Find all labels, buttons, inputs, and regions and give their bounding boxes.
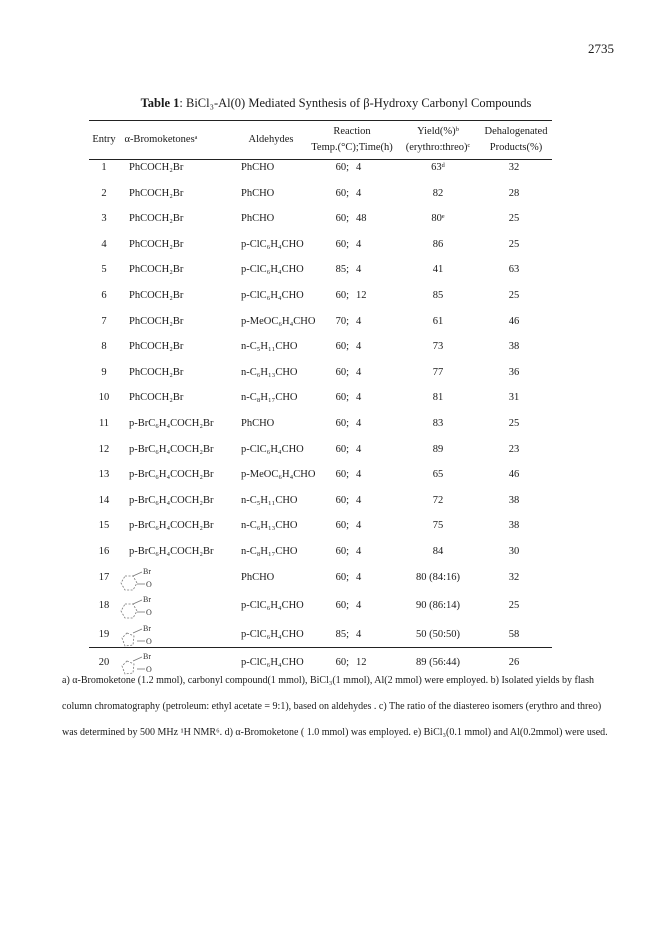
temperature-cell: 70; (335, 315, 349, 327)
dehalogenated-cell: 23 (508, 443, 520, 455)
yield-cell: 82 (432, 187, 444, 199)
footnote: a) α-Bromoketone (1.2 mmol), carbonyl compound(1 mmol), BiCl₃(1 mmol), Al(2 mmol) were employed. b) Isolated yields by flash column chromatography (petroleum: ethyl acetate = 9:1), based on aldehydes . c) The ratio of the diastereo isomers (erythro and threo) was determined by 500 MHz ¹H NMR⁶. d) α-Bromoketone ( 1.0 mmol) was employed. e) BiCl₃(0.1 mmol) and Al(0.2mmol) were used. (62, 675, 608, 738)
aldehyde-cell: p-MeOC₆H₄CHO (241, 469, 316, 481)
bromine-label: Br (143, 652, 151, 662)
ketone-cell: p-BrC₆H₄COCH₂Br (129, 494, 214, 506)
time-cell: 4 (356, 571, 362, 583)
yield-cell: 90 (86:14) (415, 600, 461, 612)
dehalogenated-cell: 58 (508, 628, 520, 640)
dehalogenated-cell: 38 (508, 520, 520, 532)
temperature-cell: 60; (335, 213, 349, 225)
dehalogenated-cell: 32 (508, 162, 520, 173)
time-cell: 4 (356, 238, 362, 250)
dehalogenated-cell: 25 (508, 290, 520, 301)
yield-cell: 80ᵉ (431, 213, 445, 225)
entry-cell: 4 (101, 238, 107, 250)
ketone-cell: p-BrC₆H₄COCH₂Br (129, 520, 214, 532)
temperature-cell: 60; (335, 546, 349, 557)
aldehyde-cell: n-C₈H₁₇CHO (241, 392, 298, 404)
time-cell: 4 (356, 418, 362, 429)
time-cell: 4 (356, 494, 362, 506)
header-dehalogenated: Dehalogenated (484, 126, 548, 137)
table-row (89, 495, 552, 513)
header-reaction: Reaction (333, 126, 371, 137)
yield-cell: 84 (432, 546, 444, 557)
ketone-cell: PhCOCH₂Br (129, 264, 184, 276)
entry-cell: 13 (98, 469, 110, 481)
yield-cell: 50 (50:50) (415, 628, 461, 640)
aldehyde-cell: n-C₆H₁₃CHO (241, 366, 298, 378)
yield-cell: 73 (432, 341, 444, 353)
ketone-cell: PhCOCH₂Br (129, 366, 184, 378)
aldehyde-cell: n-C₅H₁₁CHO (241, 494, 298, 506)
temperature-cell: 85; (335, 628, 349, 640)
oxygen-label: O (146, 579, 152, 589)
aldehyde-cell: PhCHO (241, 571, 275, 583)
table-row (89, 418, 552, 436)
ring-icon (122, 633, 134, 646)
page-number: 2735 (588, 41, 614, 56)
dehalogenated-cell: 32 (508, 571, 520, 583)
temperature-cell: 60; (335, 657, 349, 669)
oxygen-label: O (146, 636, 152, 646)
dehalogenated-cell: 31 (508, 392, 520, 404)
entry-cell: 1 (101, 162, 107, 173)
dehalogenated-cell: 46 (508, 315, 520, 327)
aldehyde-cell: p-ClC₆H₄CHO (241, 443, 304, 455)
entry-cell: 10 (98, 392, 110, 404)
aldehyde-cell: p-ClC₆H₄CHO (241, 290, 304, 301)
aldehyde-cell: p-ClC₆H₄CHO (241, 628, 304, 640)
entry-cell: 19 (98, 628, 110, 640)
ketone-cell: PhCOCH₂Br (129, 238, 184, 250)
header-yield: Yield(%)ᵇ (417, 126, 459, 137)
entry-cell: 2 (101, 187, 107, 199)
time-cell: 4 (356, 443, 362, 455)
entry-cell: 6 (101, 290, 107, 301)
table-row (89, 566, 552, 590)
temperature-cell: 60; (335, 418, 349, 429)
ketone-cell: p-BrC₆H₄COCH₂Br (129, 546, 214, 557)
yield-cell: 89 (56:44) (415, 657, 461, 669)
dehalogenated-cell: 38 (508, 494, 520, 506)
top-rule (89, 120, 552, 121)
yield-cell: 83 (432, 418, 444, 429)
temperature-cell: 60; (335, 520, 349, 532)
table-row (89, 290, 552, 308)
temperature-cell: 85; (335, 264, 349, 276)
table-row (89, 213, 552, 231)
time-cell: 4 (356, 315, 362, 327)
yield-cell: 89 (432, 443, 444, 455)
ring-icon (121, 604, 137, 618)
time-cell: 12 (356, 657, 367, 669)
yield-cell: 72 (432, 494, 444, 506)
yield-cell: 75 (432, 520, 444, 532)
entry-cell: 5 (101, 264, 107, 276)
time-cell: 4 (356, 600, 362, 612)
temperature-cell: 60; (335, 341, 349, 353)
entry-cell: 17 (98, 571, 110, 583)
bond-icon (133, 572, 142, 576)
bond-icon (133, 657, 142, 661)
ketone-cell: PhCOCH₂Br (129, 187, 184, 199)
temperature-cell: 60; (335, 238, 349, 250)
ketone-cell: PhCOCH₂Br (129, 341, 184, 353)
header-aldehyde: Aldehydes (248, 134, 294, 145)
header-dehalogenated-products: Products(%) (489, 142, 543, 153)
time-cell: 4 (356, 162, 362, 173)
bond-icon (133, 629, 142, 633)
aldehyde-cell: PhCHO (241, 418, 275, 429)
temperature-cell: 60; (335, 494, 349, 506)
dehalogenated-cell: 26 (508, 657, 520, 669)
bond-icon (133, 600, 142, 604)
ketone-cell: PhCOCH₂Br (129, 392, 184, 404)
time-cell: 4 (356, 546, 362, 557)
time-cell: 4 (356, 392, 362, 404)
entry-cell: 11 (98, 418, 110, 429)
dehalogenated-cell: 36 (508, 366, 520, 378)
table-row (89, 444, 552, 462)
temperature-cell: 60; (335, 187, 349, 199)
bromine-label: Br (143, 595, 151, 605)
dehalogenated-cell: 38 (508, 341, 520, 353)
entry-cell: 8 (101, 341, 107, 353)
table-row (89, 341, 552, 359)
aldehyde-cell: p-ClC₆H₄CHO (241, 264, 304, 276)
ketone-cell: PhCOCH₂Br (129, 290, 184, 301)
table-row (89, 316, 552, 334)
yield-cell: 41 (432, 264, 444, 276)
time-cell: 12 (356, 290, 367, 301)
ketone-cell: p-BrC₆H₄COCH₂Br (129, 418, 214, 429)
table-title (0, 96, 672, 111)
time-cell: 4 (356, 366, 362, 378)
aldehyde-cell: PhCHO (241, 162, 275, 173)
header-ketone: α-Bromoketonesᵃ (124, 134, 198, 145)
table-row (89, 623, 552, 647)
entry-cell: 15 (98, 520, 110, 532)
time-cell: 4 (356, 264, 362, 276)
aldehyde-cell: PhCHO (241, 187, 275, 199)
table-row (89, 595, 552, 618)
table-label: Table 1 (140, 96, 180, 110)
table-row (89, 392, 552, 410)
bromine-label: Br (143, 566, 151, 576)
aldehyde-cell: n-C₆H₁₃CHO (241, 520, 298, 532)
header-reaction-units: Temp.(°C);Time(h) (311, 142, 393, 153)
dehalogenated-cell: 25 (508, 600, 520, 612)
entry-cell: 18 (98, 600, 110, 612)
table-row (89, 162, 552, 180)
time-cell: 48 (356, 213, 367, 225)
ketone-cell: PhCOCH₂Br (129, 213, 184, 225)
temperature-cell: 60; (335, 469, 349, 481)
temperature-cell: 60; (335, 162, 349, 173)
time-cell: 4 (356, 628, 362, 640)
dehalogenated-cell: 25 (508, 418, 520, 429)
temperature-cell: 60; (335, 366, 349, 378)
yield-cell: 86 (432, 238, 444, 250)
aldehyde-cell: p-ClC₆H₄CHO (241, 657, 304, 669)
ring-icon (121, 576, 137, 590)
ketone-cell: PhCOCH₂Br (129, 162, 184, 173)
table-row (89, 264, 552, 282)
oxygen-label: O (146, 608, 152, 618)
ketone-cell: p-BrC₆H₄COCH₂Br (129, 469, 214, 481)
yield-cell: 61 (432, 315, 444, 327)
aldehyde-cell: p-ClC₆H₄CHO (241, 238, 304, 250)
entry-cell: 3 (101, 213, 107, 225)
yield-cell: 65 (432, 469, 444, 481)
entry-cell: 7 (101, 315, 107, 327)
header-entry: Entry (92, 134, 116, 145)
table-row (89, 239, 552, 257)
aldehyde-cell: n-C₈H₁₇CHO (241, 546, 298, 557)
yield-cell: 85 (432, 290, 444, 301)
dehalogenated-cell: 30 (508, 546, 520, 557)
ketone-cell: PhCOCH₂Br (129, 315, 184, 327)
header-yield-ratio: (erythro:threo)ᶜ (405, 142, 471, 153)
aldehyde-cell: p-MeOC₆H₄CHO (241, 315, 316, 327)
entry-cell: 14 (98, 494, 110, 506)
dehalogenated-cell: 46 (508, 469, 520, 481)
dehalogenated-cell: 63 (508, 264, 520, 276)
yield-cell: 63ᵈ (431, 162, 445, 173)
time-cell: 4 (356, 520, 362, 532)
table-caption: : BiCl₃-Al(0) Mediated Synthesis of β-Hydroxy Carbonyl Compounds (179, 96, 532, 110)
yield-cell: 77 (432, 366, 444, 378)
temperature-cell: 60; (335, 571, 349, 583)
entry-cell: 12 (98, 443, 110, 455)
entry-cell: 9 (101, 366, 107, 378)
time-cell: 4 (356, 341, 362, 353)
yield-cell: 81 (432, 392, 444, 404)
table-row (89, 367, 552, 385)
temperature-cell: 60; (335, 600, 349, 612)
oxygen-label: O (146, 665, 152, 675)
temperature-cell: 60; (335, 290, 349, 301)
table-row (89, 546, 552, 564)
bottom-rule (89, 647, 552, 648)
table-row (89, 520, 552, 538)
bromine-label: Br (143, 623, 151, 633)
temperature-cell: 60; (335, 443, 349, 455)
aldehyde-cell: p-ClC₆H₄CHO (241, 600, 304, 612)
aldehyde-cell: n-C₅H₁₁CHO (241, 341, 298, 353)
yield-cell: 80 (84:16) (415, 571, 461, 583)
header-rule (89, 159, 552, 160)
table-row (89, 469, 552, 487)
dehalogenated-cell: 25 (508, 213, 520, 225)
temperature-cell: 60; (335, 392, 349, 404)
time-cell: 4 (356, 469, 362, 481)
entry-cell: 20 (98, 657, 110, 669)
aldehyde-cell: PhCHO (241, 213, 275, 225)
dehalogenated-cell: 28 (508, 187, 520, 199)
dehalogenated-cell: 25 (508, 238, 520, 250)
ketone-cell: p-BrC₆H₄COCH₂Br (129, 443, 214, 455)
time-cell: 4 (356, 187, 362, 199)
entry-cell: 16 (98, 546, 110, 557)
table-row (89, 188, 552, 206)
